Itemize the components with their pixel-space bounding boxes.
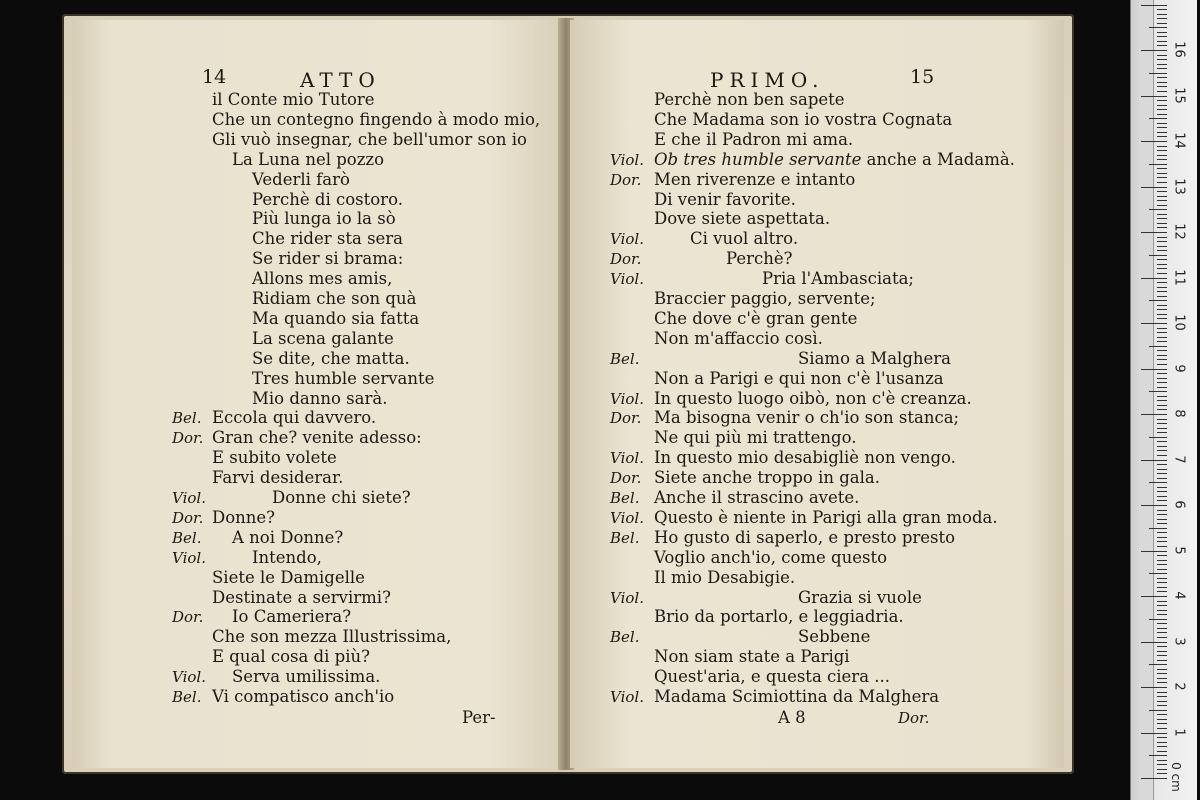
ruler-tick [1157, 628, 1167, 629]
ruler-tick [1157, 537, 1167, 538]
ruler-tick [1149, 573, 1167, 574]
ruler-number: 9 [1171, 363, 1187, 373]
verse-line: Intendo, [252, 547, 322, 567]
ruler-tick [1157, 68, 1167, 69]
speaker-label: Dor. [172, 508, 204, 527]
verse-line: Il mio Desabigie. [654, 567, 796, 587]
ruler-tick [1157, 268, 1167, 269]
ruler-number: 10 [1171, 314, 1187, 331]
ruler-tick [1157, 173, 1167, 174]
verse-line: Vederli farò [252, 169, 350, 189]
ruler-tick [1157, 332, 1167, 333]
speaker-label: Bel. [610, 349, 640, 368]
speaker-label: Viol. [610, 449, 644, 468]
ruler-tick [1157, 214, 1167, 215]
verse-line: Che dove c'è gran gente [654, 308, 858, 328]
left-page [72, 20, 562, 768]
ruler-tick [1157, 18, 1167, 19]
ruler-tick [1157, 682, 1167, 683]
ruler-tick [1157, 337, 1167, 338]
ruler-tick [1157, 496, 1167, 497]
verse-line: Siete le Damigelle [212, 567, 365, 587]
ruler-tick [1141, 551, 1167, 552]
speaker-label: Dor. [610, 469, 642, 488]
ruler-tick [1157, 473, 1167, 474]
speaker-label: Viol. [172, 548, 206, 567]
ruler-tick [1141, 5, 1167, 6]
ruler-tick [1157, 246, 1167, 247]
ruler-tick [1157, 478, 1167, 479]
ruler-tick [1157, 632, 1167, 633]
ruler-number: 12 [1171, 223, 1187, 240]
speaker-label: Viol. [610, 688, 644, 706]
verse-line: Mio danno sarà. [252, 388, 388, 408]
ruler-tick [1157, 328, 1167, 329]
verse-line: Quest'aria, e questa ciera ... [654, 667, 891, 687]
ruler-tick [1157, 564, 1167, 565]
ruler-tick [1157, 23, 1167, 24]
verse-line: Non a Parigi e qui non c'è l'usanza [654, 368, 944, 388]
ruler-tick [1157, 350, 1167, 351]
ruler-tick [1157, 673, 1167, 674]
ruler-tick [1141, 187, 1167, 188]
speaker-label: Dor. [172, 608, 204, 627]
open-book [62, 14, 1074, 774]
ruler-tick [1157, 605, 1167, 606]
ruler-tick [1157, 64, 1167, 65]
verse-line: E che il Padron mi ama. [654, 129, 854, 149]
ruler-tick [1157, 282, 1167, 283]
ruler-tick [1157, 287, 1167, 288]
ruler-tick [1157, 582, 1167, 583]
verse-line: Gli vuò insegnar, che bell'umor son io [212, 129, 527, 149]
ruler-tick [1157, 728, 1167, 729]
ruler-tick [1157, 227, 1167, 228]
verse-line: Serva umilissima. [232, 667, 381, 687]
ruler-tick [1149, 619, 1167, 620]
ruler-tick [1157, 614, 1167, 615]
ruler-tick [1157, 737, 1167, 738]
speaker-label: Bel. [172, 528, 202, 547]
verse-line: Destinate a servirmi? [212, 587, 391, 607]
ruler-tick [1149, 27, 1167, 28]
ruler-tick [1157, 159, 1167, 160]
ruler-tick [1149, 391, 1167, 392]
verse-line: Vi compatisco anch'io [212, 687, 395, 706]
verse-line: Allons mes amis, [252, 269, 393, 289]
speaker-label: Viol. [172, 489, 206, 507]
speaker-label: Viol. [610, 230, 644, 249]
ruler-tick [1141, 642, 1167, 643]
speaker-label: Viol. [172, 668, 206, 687]
ruler-number: 13 [1171, 177, 1187, 195]
ruler-tick [1157, 223, 1167, 224]
ruler-tick [1141, 687, 1167, 688]
ruler-tick [1157, 359, 1167, 360]
verse-line: Anche il strascino avete. [654, 488, 860, 507]
verse-line: Ma quando sia fatta [252, 308, 420, 328]
ruler-tick [1141, 460, 1167, 461]
verse-line: Ridiam che son quà [252, 289, 417, 308]
verse-line: Ne qui più mi trattengo. [654, 428, 857, 448]
verse-line: Men riverenze e intanto [654, 169, 856, 189]
ruler-tick [1157, 623, 1167, 624]
verse-line: Se dite, che matta. [252, 348, 410, 368]
verse-line: Perchè? [726, 249, 793, 269]
verse-line: Grazia si vuole [798, 587, 922, 607]
ruler-tick [1157, 514, 1167, 515]
verse-line: Pria l'Ambasciata; [762, 269, 914, 289]
ruler-tick [1157, 692, 1167, 693]
ruler-tick [1157, 273, 1167, 274]
speaker-label: Dor. [610, 170, 642, 189]
ruler-tick [1157, 696, 1167, 697]
ruler-tick [1157, 82, 1167, 83]
ruler-tick [1157, 237, 1167, 238]
ruler-tick [1149, 209, 1167, 210]
ruler-tick [1149, 346, 1167, 347]
ruler-tick [1157, 32, 1167, 33]
ruler-tick [1157, 764, 1167, 765]
ruler-tick [1157, 218, 1167, 219]
ruler-tick [1157, 318, 1167, 319]
verse-line: La Luna nel pozzo [232, 149, 385, 169]
verse-line: Perchè di costoro. [252, 189, 403, 209]
verse-line: Perchè non ben sapete [654, 90, 845, 109]
ruler-tick [1157, 610, 1167, 611]
verse-line: Dove siete aspettata. [654, 209, 831, 229]
ruler-tick [1157, 91, 1167, 92]
ruler-number: 5 [1171, 545, 1187, 555]
verse-line: Tres humble servante [252, 368, 435, 388]
ruler-tick [1157, 519, 1167, 520]
ruler-tick [1157, 714, 1167, 715]
ruler-tick [1157, 742, 1167, 743]
ruler-tick [1157, 341, 1167, 342]
ruler-number: 6 [1171, 500, 1187, 509]
ruler-tick [1149, 164, 1167, 165]
ruler-number: 7 [1171, 454, 1187, 464]
ruler-tick [1157, 387, 1167, 388]
ruler-tick [1157, 373, 1167, 374]
ruler-tick [1157, 100, 1167, 101]
ruler-tick [1149, 255, 1167, 256]
ruler-tick [1149, 664, 1167, 665]
ruler-tick [1157, 773, 1167, 774]
ruler-tick [1157, 314, 1167, 315]
ruler-tick [1157, 751, 1167, 752]
speaker-label: Viol. [610, 270, 644, 289]
ruler-tick [1157, 309, 1167, 310]
verse-line: Che son mezza Illustrissima, [212, 627, 452, 647]
ruler-tick [1157, 523, 1167, 524]
ruler-tick [1157, 601, 1167, 602]
ruler-tick [1157, 646, 1167, 647]
ruler-tick [1149, 437, 1167, 438]
ruler-tick [1141, 778, 1167, 779]
ruler-tick [1157, 669, 1167, 670]
ruler-tick [1157, 746, 1167, 747]
ruler-tick [1157, 432, 1167, 433]
ruler-tick [1157, 723, 1167, 724]
verse-line: Di venir favorite. [654, 189, 796, 209]
ruler-tick [1157, 769, 1167, 770]
ruler-tick [1157, 355, 1167, 356]
ruler-tick [1157, 578, 1167, 579]
ruler-tick [1157, 382, 1167, 383]
ruler-tick [1157, 491, 1167, 492]
ruler-tick [1157, 637, 1167, 638]
ruler-tick [1157, 591, 1167, 592]
ruler-tick [1157, 136, 1167, 137]
ruler-tick [1157, 182, 1167, 183]
ruler-tick [1141, 323, 1167, 324]
ruler-tick [1157, 446, 1167, 447]
measuring-ruler [1130, 0, 1197, 800]
ruler-tick [1157, 487, 1167, 488]
ruler-tick [1157, 36, 1167, 37]
ruler-number: 14 [1171, 132, 1187, 149]
speaker-label: Dor. [610, 409, 642, 428]
ruler-tick [1157, 177, 1167, 178]
ruler-tick [1157, 760, 1167, 761]
verse-line: Più lunga io la sò [252, 209, 396, 229]
verse-line: Siamo a Malghera [798, 348, 952, 368]
right-catchword: Dor. [898, 709, 930, 727]
ruler-tick [1157, 409, 1167, 410]
ruler-tick [1149, 755, 1167, 756]
ruler-tick [1149, 118, 1167, 119]
ruler-number: 16 [1171, 41, 1187, 58]
ruler-tick [1157, 77, 1167, 78]
verse-line: Farvi desiderar. [212, 468, 344, 488]
ruler-tick [1157, 196, 1167, 197]
ruler-number: 1 [1171, 727, 1187, 737]
verse-line: Donne chi siete? [272, 488, 411, 507]
ruler-tick [1157, 123, 1167, 124]
ruler-tick [1157, 587, 1167, 588]
speaker-label: Viol. [610, 588, 644, 607]
ruler-tick [1157, 132, 1167, 133]
speaker-label: Bel. [610, 528, 640, 547]
ruler-tick [1157, 291, 1167, 292]
ruler-tick [1157, 168, 1167, 169]
ruler-unit-label: 0 cm [1169, 762, 1184, 792]
verse-line: Che rider sta sera [252, 229, 404, 249]
ruler-tick [1149, 528, 1167, 529]
ruler-tick [1157, 660, 1167, 661]
speaker-label: Bel. [610, 489, 640, 507]
ruler-tick [1141, 232, 1167, 233]
speaker-label: Viol. [610, 389, 644, 408]
ruler-number: 3 [1171, 636, 1187, 646]
ruler-tick [1157, 241, 1167, 242]
ruler-tick [1157, 378, 1167, 379]
verse-line: Ma bisogna venir o ch'io son stanca; [654, 408, 960, 428]
ruler-tick [1141, 50, 1167, 51]
verse-line: Voglio anch'io, come questo [654, 547, 888, 567]
ruler-tick [1141, 369, 1167, 370]
verse-line: Non m'affaccio così. [654, 328, 823, 348]
left-catchword: Per- [462, 708, 496, 727]
ruler-number: 2 [1171, 682, 1187, 691]
ruler-tick [1157, 364, 1167, 365]
verse-line: Ho gusto di saperlo, e presto presto [654, 527, 956, 547]
ruler-tick [1157, 719, 1167, 720]
verse-line: Eccola qui davvero. [212, 408, 377, 428]
ruler-tick [1149, 300, 1167, 301]
ruler-number: 4 [1171, 591, 1187, 600]
verse-line: Che Madama son io vostra Cognata [654, 109, 953, 129]
ruler-number: 8 [1171, 409, 1187, 418]
verse-line: Donne? [212, 507, 276, 527]
ruler-tick [1157, 59, 1167, 60]
ruler-number: 11 [1171, 268, 1187, 286]
ruler-tick [1157, 55, 1167, 56]
ruler-tick [1157, 14, 1167, 15]
ruler-tick [1157, 109, 1167, 110]
verse-line: Ob tres humble servante anche a Madamà. [654, 149, 1015, 169]
ruler-tick [1157, 9, 1167, 10]
right-page [570, 20, 1064, 768]
verse-line: Non siam state a Parigi [654, 647, 850, 667]
verse-line: In questo luogo oibò, non c'è creanza. [654, 388, 972, 408]
ruler-tick [1157, 41, 1167, 42]
signature-mark: A 8 [778, 708, 806, 727]
ruler-tick [1141, 278, 1167, 279]
ruler-tick [1157, 191, 1167, 192]
verse-line: Se rider si brama: [252, 249, 404, 269]
ruler-tick [1149, 73, 1167, 74]
ruler-tick [1157, 705, 1167, 706]
verse-line: Siete anche troppo in gala. [654, 468, 880, 488]
ruler-tick [1157, 400, 1167, 401]
ruler-tick [1149, 710, 1167, 711]
speaker-label: Viol. [610, 150, 644, 169]
ruler-tick [1157, 510, 1167, 511]
verse-line: Ci vuol altro. [690, 229, 799, 249]
ruler-tick [1157, 701, 1167, 702]
ruler-tick [1141, 96, 1167, 97]
speaker-label: Bel. [172, 409, 202, 428]
ruler-tick [1141, 733, 1167, 734]
verse-line: Questo è niente in Parigi alla gran moda. [654, 507, 998, 527]
verse-line: Braccier paggio, servente; [654, 289, 876, 308]
verse-line: Gran che? venite adesso: [212, 428, 422, 448]
ruler-tick [1157, 396, 1167, 397]
ruler-tick [1141, 505, 1167, 506]
ruler-tick [1141, 596, 1167, 597]
speaker-label: Dor. [172, 429, 204, 448]
ruler-tick [1157, 651, 1167, 652]
ruler-tick [1157, 259, 1167, 260]
ruler-tick [1157, 455, 1167, 456]
ruler-tick [1141, 414, 1167, 415]
ruler-tick [1157, 500, 1167, 501]
ruler-tick [1157, 105, 1167, 106]
ruler-tick [1141, 141, 1167, 142]
ruler-tick [1157, 296, 1167, 297]
ruler-tick [1157, 464, 1167, 465]
ruler-tick [1157, 655, 1167, 656]
ruler-tick [1157, 555, 1167, 556]
left-page-header: ATTO [300, 68, 381, 92]
ruler-tick [1157, 146, 1167, 147]
verse-line: Che un contegno fingendo à modo mio, [212, 109, 541, 129]
ruler-tick [1157, 546, 1167, 547]
ruler-tick [1157, 114, 1167, 115]
speaker-label: Bel. [610, 628, 640, 647]
verse-line: A noi Donne? [232, 527, 344, 547]
ruler-tick [1157, 569, 1167, 570]
speaker-label: Viol. [610, 508, 644, 527]
verse-line: In questo mio desabigliè non vengo. [654, 448, 956, 468]
ruler-tick [1157, 532, 1167, 533]
verse-line: Brio da portarlo, e leggiadria. [654, 607, 904, 627]
verse-line: La scena galante [252, 328, 394, 348]
ruler-tick [1157, 250, 1167, 251]
ruler-tick [1157, 205, 1167, 206]
verse-line: E qual cosa di più? [212, 647, 370, 667]
ruler-tick [1149, 482, 1167, 483]
ruler-number: 15 [1171, 86, 1187, 104]
ruler-tick [1157, 441, 1167, 442]
ruler-tick [1157, 86, 1167, 87]
ruler-tick [1157, 560, 1167, 561]
ruler-tick [1157, 305, 1167, 306]
verse-line: Io Cameriera? [232, 607, 352, 627]
ruler-tick [1157, 264, 1167, 265]
verse-line: Madama Scimiottina da Malghera [654, 687, 940, 706]
right-page-number: 15 [910, 66, 935, 88]
verse-line: il Conte mio Tutore [212, 90, 375, 109]
ruler-tick [1157, 45, 1167, 46]
ruler-tick [1157, 450, 1167, 451]
ruler-tick [1157, 428, 1167, 429]
right-page-header: PRIMO. [710, 68, 825, 92]
ruler-tick [1157, 155, 1167, 156]
ruler-scale-bar [1139, 0, 1154, 800]
ruler-tick [1157, 200, 1167, 201]
ruler-tick [1157, 423, 1167, 424]
verse-line: E subito volete [212, 448, 337, 468]
speaker-label: Dor. [610, 250, 642, 269]
verse-line: Sebbene [798, 627, 871, 647]
ruler-tick [1157, 150, 1167, 151]
ruler-tick [1157, 419, 1167, 420]
ruler-tick [1157, 405, 1167, 406]
left-page-number: 14 [202, 66, 227, 88]
ruler-tick [1157, 127, 1167, 128]
ruler-tick [1157, 541, 1167, 542]
ruler-tick [1157, 678, 1167, 679]
speaker-label: Bel. [172, 688, 202, 706]
ruler-tick [1157, 469, 1167, 470]
